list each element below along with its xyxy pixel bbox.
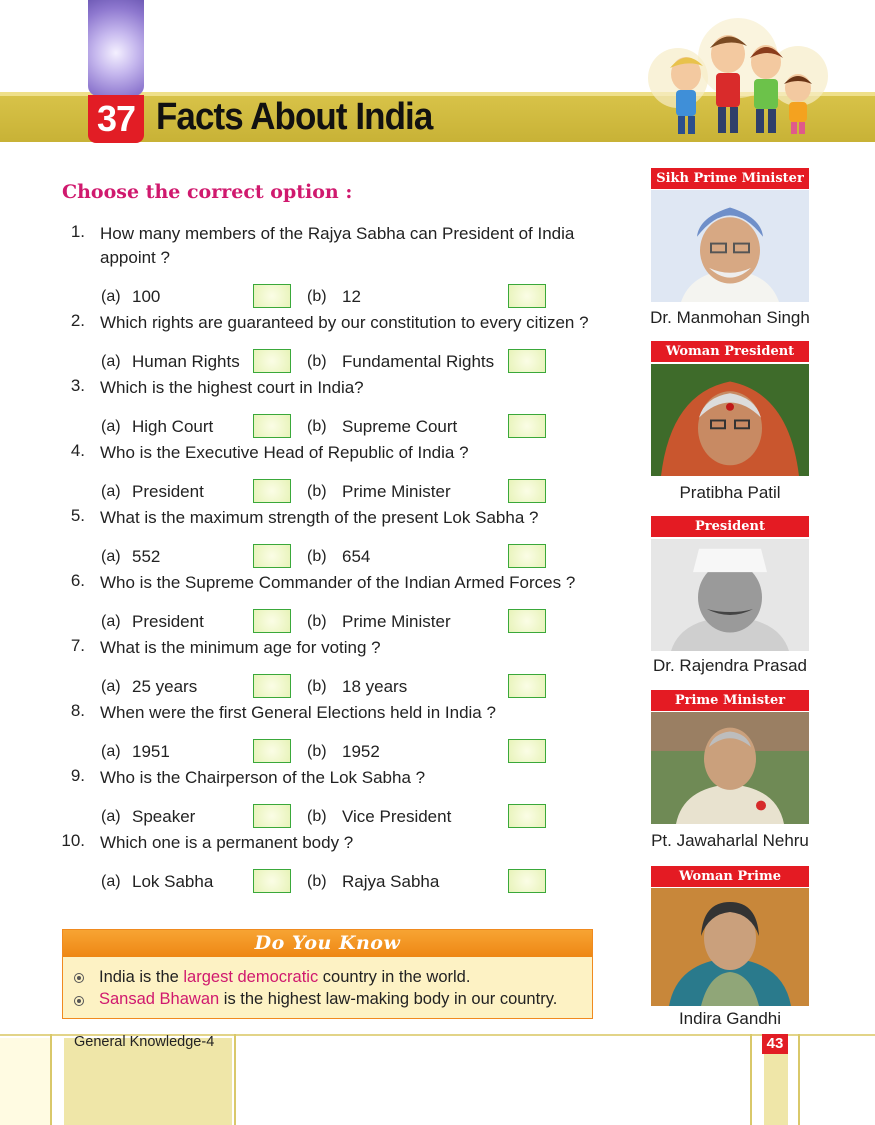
answer-box-a[interactable]	[253, 804, 291, 828]
option-a-text: High Court	[132, 417, 214, 436]
option-a-letter: (a)	[101, 353, 121, 370]
question-number: 6.	[70, 571, 85, 590]
option-a-letter: (a)	[101, 288, 121, 305]
option-a-letter: (a)	[101, 808, 121, 825]
question-text	[100, 571, 622, 595]
question-line: Which one is a permanent body ?	[100, 833, 354, 852]
option-b-text: 18 years	[342, 677, 408, 696]
option-b-letter: (b)	[307, 808, 327, 825]
answer-box-a[interactable]	[253, 869, 291, 893]
option-a-letter: (a)	[101, 743, 121, 760]
option-b-letter: (b)	[307, 613, 327, 630]
question-number: 9.	[70, 766, 85, 785]
question-text	[100, 506, 622, 530]
option-b-letter: (b)	[307, 353, 327, 370]
side-name-4: Pt. Jawaharlal Nehru	[651, 831, 809, 850]
footer-book-panel	[64, 1038, 232, 1125]
question-line: When were the first General Elections held in India ?	[100, 703, 496, 722]
option-b-letter: (b)	[307, 873, 327, 890]
do-you-know-box	[62, 929, 593, 1019]
question-line: Which is the highest court in India?	[100, 378, 364, 397]
footer-divider	[234, 1034, 236, 1125]
chapter-tab	[88, 0, 144, 96]
question-line: Which rights are guaranteed by our constitution to every citizen ?	[100, 313, 589, 332]
side-label-2: Woman President	[651, 341, 809, 362]
answer-box-b[interactable]	[508, 349, 546, 373]
question-line: Who is the Supreme Commander of the Indian Armed Forces ?	[100, 573, 576, 592]
question-number: 2.	[70, 311, 85, 330]
fact-1-text: India is the	[99, 968, 184, 986]
side-name-5: Indira Gandhi	[678, 1009, 782, 1028]
question-number: 10.	[61, 831, 85, 850]
answer-box-b[interactable]	[508, 414, 546, 438]
option-a-letter: (a)	[101, 873, 121, 890]
pratibha-patil-photo	[651, 364, 809, 476]
option-a-text: Lok Sabha	[132, 872, 214, 891]
fact-1	[99, 968, 470, 987]
manmohan-singh-photo	[651, 190, 809, 302]
option-b-letter: (b)	[307, 483, 327, 500]
answer-box-a[interactable]	[253, 414, 291, 438]
question-text	[100, 441, 622, 465]
option-a-text: 552	[132, 547, 161, 566]
fact-1-text-end: country in the world.	[318, 968, 471, 986]
answer-box-b[interactable]	[508, 284, 546, 308]
option-b-text: Supreme Court	[342, 417, 458, 436]
jawaharlal-nehru-photo	[651, 712, 809, 824]
answer-box-b[interactable]	[508, 739, 546, 763]
instruction-heading: Choose the correct option :	[62, 181, 353, 203]
question-line: Who is the Chairperson of the Lok Sabha ?	[100, 768, 426, 787]
side-name-2: Pratibha Patil	[679, 483, 781, 502]
answer-box-b[interactable]	[508, 544, 546, 568]
option-b-letter: (b)	[307, 743, 327, 760]
option-a-letter: (a)	[101, 548, 121, 565]
fact-2	[99, 990, 557, 1009]
question-number: 3.	[70, 376, 85, 395]
answer-box-a[interactable]	[253, 739, 291, 763]
option-b-letter: (b)	[307, 418, 327, 435]
question-text	[100, 831, 622, 855]
question-line: What is the maximum strength of the present Lok Sabha ?	[100, 508, 539, 527]
book-title: General Knowledge-4	[74, 1034, 215, 1050]
option-b-text: Prime Minister	[342, 612, 451, 631]
option-a-text: President	[132, 612, 204, 631]
footer-divider	[798, 1034, 800, 1125]
answer-box-b[interactable]	[508, 479, 546, 503]
option-b-text: Prime Minister	[342, 482, 451, 501]
question-line: What is the minimum age for voting ?	[100, 638, 381, 657]
answer-box-a[interactable]	[253, 349, 291, 373]
option-a-text: Speaker	[132, 807, 196, 826]
footer-stripe	[0, 1038, 50, 1125]
question-text	[100, 376, 622, 400]
footer-divider	[50, 1034, 52, 1125]
do-you-know-heading: Do You Know	[63, 930, 592, 957]
question-text	[100, 636, 622, 660]
question-number: 8.	[70, 701, 85, 720]
answer-box-a[interactable]	[253, 284, 291, 308]
answer-box-a[interactable]	[253, 479, 291, 503]
chapter-number: 37	[88, 95, 144, 143]
side-label-1: Sikh Prime Minister	[651, 168, 809, 189]
option-a-letter: (a)	[101, 418, 121, 435]
question-number: 5.	[70, 506, 85, 525]
side-label-4: Prime Minister	[651, 690, 809, 711]
option-a-text: Human Rights	[132, 352, 240, 371]
side-label-3: President	[651, 516, 809, 537]
option-a-letter: (a)	[101, 613, 121, 630]
option-a-text: 1951	[132, 742, 170, 761]
option-a-letter: (a)	[101, 483, 121, 500]
question-text	[100, 311, 622, 335]
question-text	[100, 222, 622, 270]
fact-2-text-end: is the highest law-making body in our country.	[219, 990, 558, 1008]
option-b-text: 654	[342, 547, 371, 566]
footer-divider	[750, 1034, 752, 1125]
indira-gandhi-photo	[651, 888, 809, 1006]
answer-box-b[interactable]	[508, 674, 546, 698]
option-b-text: 1952	[342, 742, 380, 761]
answer-box-a[interactable]	[253, 674, 291, 698]
question-number: 4.	[70, 441, 85, 460]
answer-box-b[interactable]	[508, 804, 546, 828]
question-text	[100, 766, 622, 790]
side-label-5: Woman Prime	[651, 866, 809, 887]
bullet-icon	[74, 996, 84, 1006]
option-b-text: Rajya Sabha	[342, 872, 440, 891]
option-b-text: Fundamental Rights	[342, 352, 495, 371]
side-name-1: Dr. Manmohan Singh	[650, 308, 810, 327]
answer-box-b[interactable]	[508, 609, 546, 633]
fact-1-highlight: largest democratic	[183, 968, 319, 986]
option-b-text: 12	[342, 287, 361, 306]
question-number: 1.	[70, 222, 85, 241]
option-a-text: 100	[132, 287, 161, 306]
page-number: 43	[762, 1034, 788, 1054]
option-b-text: Vice President	[342, 807, 452, 826]
option-a-text: President	[132, 482, 204, 501]
option-b-letter: (b)	[307, 678, 327, 695]
children-illustration	[648, 18, 828, 138]
question-number: 7.	[70, 636, 85, 655]
option-a-letter: (a)	[101, 678, 121, 695]
answer-box-a[interactable]	[253, 609, 291, 633]
side-name-3: Dr. Rajendra Prasad	[652, 656, 808, 675]
fact-2-highlight: Sansad Bhawan	[99, 990, 220, 1008]
bullet-icon	[74, 973, 84, 983]
answer-box-a[interactable]	[253, 544, 291, 568]
rajendra-prasad-photo	[651, 539, 809, 651]
question-line: Who is the Executive Head of Republic of India ?	[100, 443, 469, 462]
option-b-letter: (b)	[307, 288, 327, 305]
option-a-text: 25 years	[132, 677, 198, 696]
answer-box-b[interactable]	[508, 869, 546, 893]
question-line-2: appoint ?	[100, 248, 170, 267]
question-line: How many members of the Rajya Sabha can President of India	[100, 224, 575, 243]
option-b-letter: (b)	[307, 548, 327, 565]
chapter-title: Facts About India	[156, 96, 433, 138]
question-text	[100, 701, 622, 725]
